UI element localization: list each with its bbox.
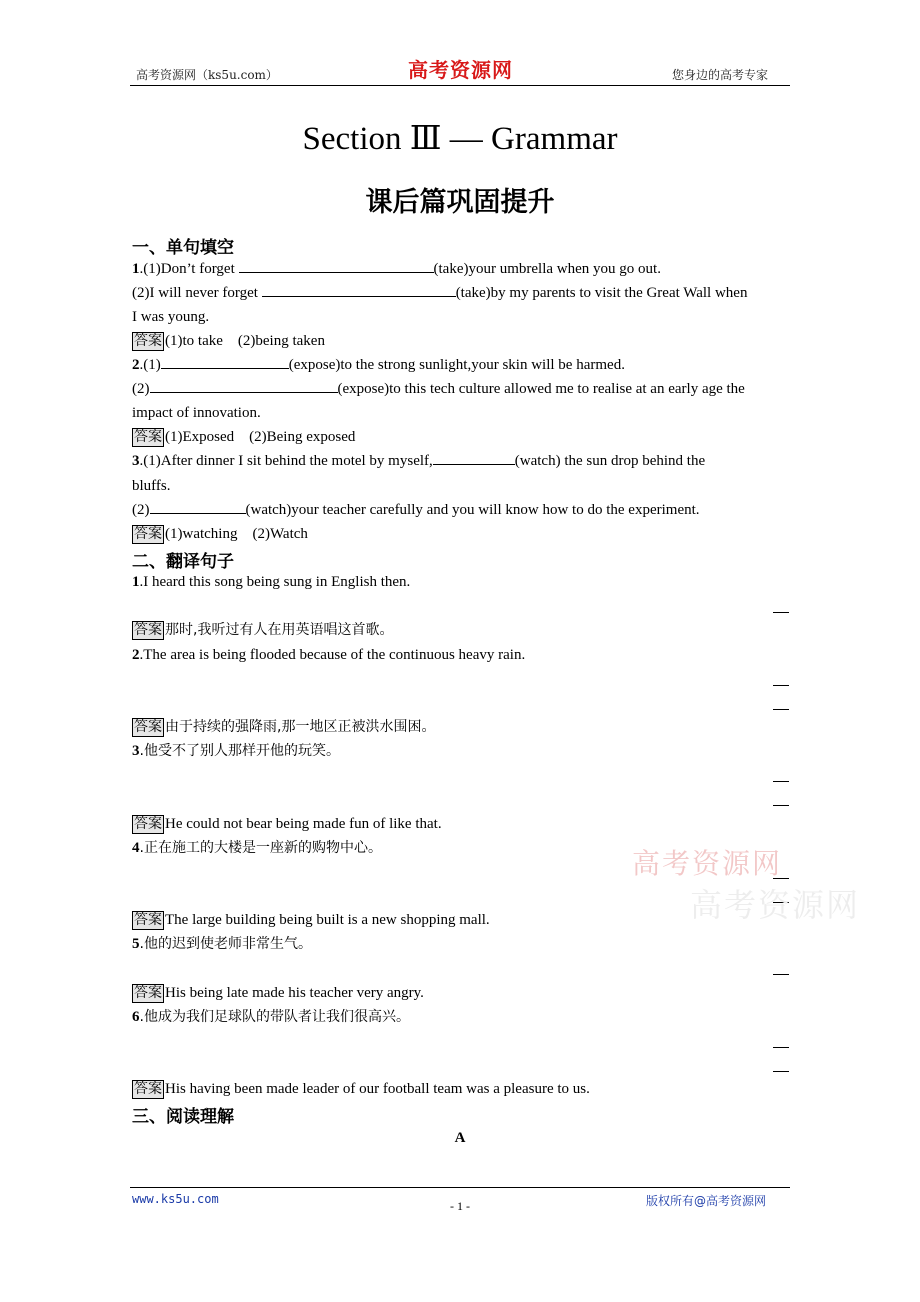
translation-question-5	[132, 934, 312, 954]
question-text: (2)	[132, 381, 150, 397]
question-text: .I heard this song being sung in English then.	[139, 574, 411, 590]
answer-text: The large building being built is a new shopping mall.	[165, 912, 490, 928]
answer-blank	[150, 379, 338, 393]
translation-answer-3	[132, 814, 442, 834]
question-text: .(1)Don’t forget	[139, 261, 239, 277]
question-text: (watch) the sun drop behind the	[514, 453, 706, 469]
question-number: 2	[132, 647, 140, 663]
answer-label: 答案	[134, 333, 162, 349]
watermark-logo: 高考资源网	[632, 847, 783, 880]
page-number: - 1 -	[450, 1199, 470, 1213]
translation-answer-1	[132, 620, 393, 640]
answer-label: 答案	[134, 429, 162, 445]
question-1-part-2	[132, 283, 747, 303]
question-text: (2)I will never forget	[132, 285, 262, 301]
answer-text: His having been made leader of our football team was a pleasure to us.	[165, 1081, 590, 1097]
translation-question-3	[132, 741, 340, 761]
question-number: 1	[132, 261, 140, 277]
page-title: Section Ⅲ — Grammar	[302, 121, 618, 157]
translation-question-2	[132, 645, 525, 665]
translation-answer-2	[132, 717, 435, 737]
question-number: 6	[132, 1009, 140, 1025]
answer-text: (1)Exposed (2)Being exposed	[165, 429, 356, 445]
translation-question-4	[132, 838, 382, 858]
answer-1	[132, 331, 325, 351]
header-right-text: 您身边的高考专家	[672, 68, 769, 82]
answer-label: 答案	[134, 912, 162, 928]
answer-text: 那时,我听过有人在用英语唱这首歌。	[165, 622, 394, 638]
answer-text: (1)to take (2)being taken	[165, 333, 325, 349]
question-text: (expose)to the strong sunlight,your skin will be harmed.	[288, 357, 625, 373]
answer-text: (1)watching (2)Watch	[165, 526, 308, 542]
header-left-text: 高考资源网（ks5u.com）	[136, 68, 278, 82]
question-3-part-1-cont: bluffs.	[132, 478, 171, 494]
question-number: 1	[132, 574, 140, 590]
question-text: (take)your umbrella when you go out.	[433, 261, 661, 277]
answer-label: 答案	[134, 622, 162, 638]
question-text: (2)	[132, 502, 150, 518]
footer-copyright: 版权所有@高考资源网	[646, 1194, 767, 1208]
section-heading-fill-blank: 一、单句填空	[132, 238, 234, 258]
question-text: (watch)your teacher carefully and you will know how to do the experiment.	[245, 502, 700, 518]
question-1-part-2-cont: I was young.	[132, 309, 210, 325]
watermark-logo-faint: 高考资源网	[690, 886, 861, 924]
answer-3	[132, 524, 308, 544]
answer-line	[773, 1047, 789, 1048]
answer-line	[773, 612, 789, 613]
page-subtitle: 课后篇巩固提升	[365, 187, 555, 218]
answer-label: 答案	[134, 719, 162, 735]
answer-text: His being late made his teacher very angry.	[165, 985, 424, 1001]
answer-2	[132, 427, 355, 447]
answer-label: 答案	[134, 1081, 162, 1097]
translation-answer-5	[132, 983, 424, 1003]
answer-text: 由于持续的强降雨,那一地区正被洪水围困。	[165, 719, 436, 735]
section-heading-reading: 三、阅读理解	[132, 1107, 234, 1127]
question-3-part-2	[132, 500, 700, 520]
site-logo: 高考资源网	[408, 58, 513, 82]
question-number: 5	[132, 936, 140, 952]
question-number: 3	[132, 453, 140, 469]
question-text: .(1)	[139, 357, 161, 373]
answer-blank	[433, 451, 515, 465]
translation-question-1	[132, 572, 410, 592]
answer-blank	[262, 283, 456, 297]
question-number: 4	[132, 840, 140, 856]
answer-blank	[150, 500, 246, 514]
answer-line	[773, 1071, 789, 1072]
question-2-part-2	[132, 379, 745, 399]
question-text: .他受不了别人那样开他的玩笑。	[139, 743, 340, 759]
question-text: .(1)After dinner I sit behind the motel by myself,	[139, 453, 433, 469]
answer-line	[773, 781, 789, 782]
answer-blank	[161, 355, 289, 369]
section-heading-translation: 二、翻译句子	[132, 552, 234, 572]
answer-label: 答案	[134, 985, 162, 1001]
translation-question-6	[132, 1007, 410, 1027]
answer-text: He could not bear being made fun of like that.	[165, 816, 442, 832]
question-number: 2	[132, 357, 140, 373]
footer-divider	[130, 1187, 790, 1188]
translation-answer-6	[132, 1079, 590, 1099]
header-divider	[130, 85, 790, 86]
question-number: 3	[132, 743, 140, 759]
question-2-part-1	[132, 355, 625, 375]
question-text: (take)by my parents to visit the Great Wall when	[455, 285, 748, 301]
question-text: .正在施工的大楼是一座新的购物中心。	[139, 840, 382, 856]
passage-label: A	[454, 1130, 466, 1146]
answer-label: 答案	[134, 526, 162, 542]
question-2-part-2-cont: impact of innovation.	[132, 405, 261, 421]
answer-blank	[239, 259, 434, 273]
answer-line	[773, 974, 789, 975]
question-3-part-1	[132, 451, 705, 471]
question-text: .他成为我们足球队的带队者让我们很高兴。	[139, 1009, 410, 1025]
question-1-part-1	[132, 259, 661, 279]
answer-line	[773, 685, 789, 686]
answer-line	[773, 709, 789, 710]
answer-label: 答案	[134, 816, 162, 832]
translation-answer-4	[132, 910, 490, 930]
answer-line	[773, 805, 789, 806]
question-text: (expose)to this tech culture allowed me to realise at an early age the	[337, 381, 745, 397]
question-text: .他的迟到使老师非常生气。	[139, 936, 312, 952]
question-text: .The area is being flooded because of the continuous heavy rain.	[139, 647, 526, 663]
footer-site-link[interactable]: www.ks5u.com	[132, 1192, 219, 1206]
